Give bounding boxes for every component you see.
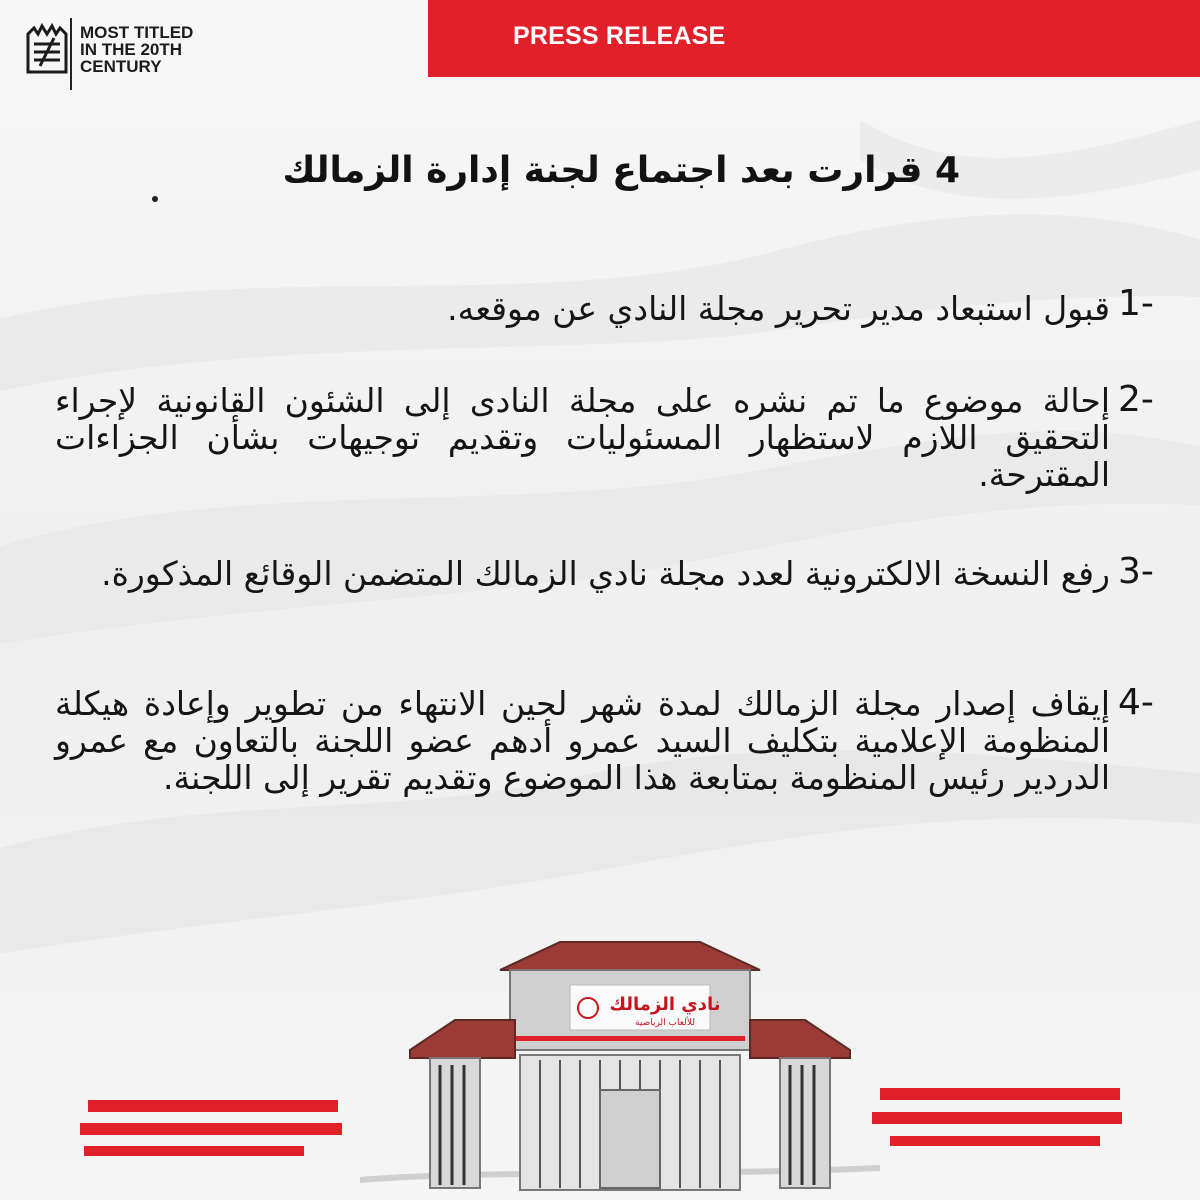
point-number-2: 2- [1118,379,1154,420]
logo-line-3: CENTURY [80,57,162,76]
logo-separator [70,18,72,90]
left-stripes [80,1100,342,1156]
sign-text: نادي الزمالك [609,994,721,1015]
point-number-1: 1- [1118,283,1154,324]
point-text-2: إحالة موضوع ما تم نشره على مجلة النادى إلى الشئون القانونية لإجراء التحقيق اللازم لاستظهار المسئوليات وتقديم توجيهات بشأن الجزاءات المقترحة. [55,381,1110,494]
point-text-4: إيقاف إصدار مجلة الزمالك لمدة شهر لحين الانتهاء من تطوير وإعادة هيكلة المنظومة الإعلامية بتكليف السيد عمرو أدهم عضو اللجنة بالتعاون مع عمرو الدردير رئيس المنظومة بمتابعة هذا الموضوع وتقديم تقرير إلى اللجنة. [55,684,1110,797]
logo-line-1: MOST TITLED [80,23,194,42]
logo-line-2: IN THE 20TH [80,40,183,59]
point-number-3: 3- [1118,551,1154,592]
banner-label: PRESS RELEASE [513,22,726,50]
point-number-4: 4- [1118,682,1154,723]
sign-subtext: للألعاب الرياضية [635,1018,695,1028]
title-dot [152,196,158,202]
logo-text [80,24,193,75]
header-banner [428,0,1200,77]
page-title: 4 قرارت بعد اجتماع لجنة إدارة الزمالك [282,150,960,191]
point-text-1: قبول استبعاد مدير تحرير مجلة النادي عن موقعه. [447,289,1110,328]
club-gate-drawing [60,940,1160,1200]
club-crest-icon [22,20,72,76]
point-text-3: رفع النسخة الالكترونية لعدد مجلة نادي الزمالك المتضمن الوقائع المذكورة. [101,554,1110,593]
right-stripes [872,1088,1122,1146]
